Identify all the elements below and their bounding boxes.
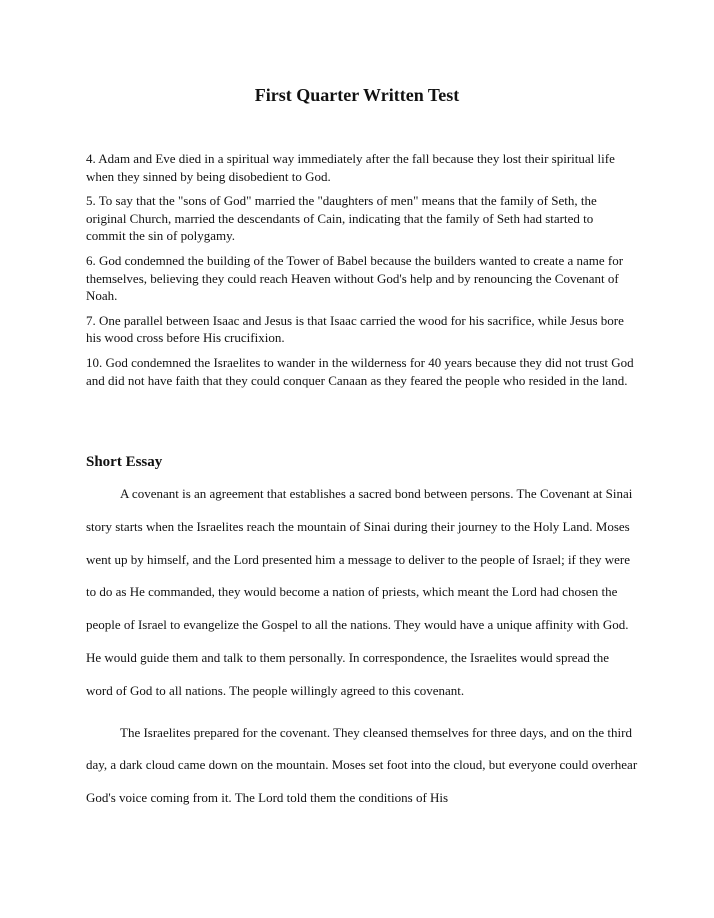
answer-5: 5. To say that the "sons of God" married the "daughters of men" means that the family of Seth, the original Church, married the descendants of Cain, indicating that the family of Seth had started to commit the sin of polygamy. xyxy=(86,193,597,244)
essay-paragraph-2: The Israelites prepared for the covenant. They cleansed themselves for three days, and on the third day, a dark cloud came down on the mountain. Moses set foot into the cloud, but everyone could overhear God's voice coming from it. The Lord told them the conditions of His xyxy=(86,724,638,806)
essay-body xyxy=(86,478,638,824)
answer-6: 6. God condemned the building of the Tower of Babel because the builders wanted to create a name for themselves, believing they could reach Heaven without God's help and by renouncing the Covenant of Noah. xyxy=(86,252,624,304)
document-title: First Quarter Written Test xyxy=(254,85,460,105)
essay-heading: Short Essay xyxy=(86,454,163,470)
essay-paragraph-1: A covenant is an agreement that establishes a sacred bond between persons. The Covenant at Sinai story starts when the Israelites reach the mountain of Sinai during their journey to the Holy Land. Moses went up by himself, and the Lord presented him a message to deliver to the people of Israel; if they were to do as He commanded, they would become a nation of priests, which meant the Lord had chosen the people of Israel to evangelize the Gospel to all the nations. They would have a unique affinity with God. He would guide them and talk to them personally. In correspondence, the Israelites would spread the word of God to all nations. The people willingly agreed to this covenant. xyxy=(86,486,633,698)
answer-10: 10. God condemned the Israelites to wander in the wilderness for 40 years because they did not trust God and did not have faith that they could conquer Canaan as they feared the people who resided in the land. xyxy=(86,354,634,388)
answers-section xyxy=(86,150,634,396)
answer-7: 7. One parallel between Isaac and Jesus is that Isaac carried the wood for his sacrifice, while Jesus bore his wood cross before His crucifixion. xyxy=(86,312,624,346)
answer-4: 4. Adam and Eve died in a spiritual way immediately after the fall because they lost their spiritual life when they sinned by being disobedient to God. xyxy=(86,151,615,184)
